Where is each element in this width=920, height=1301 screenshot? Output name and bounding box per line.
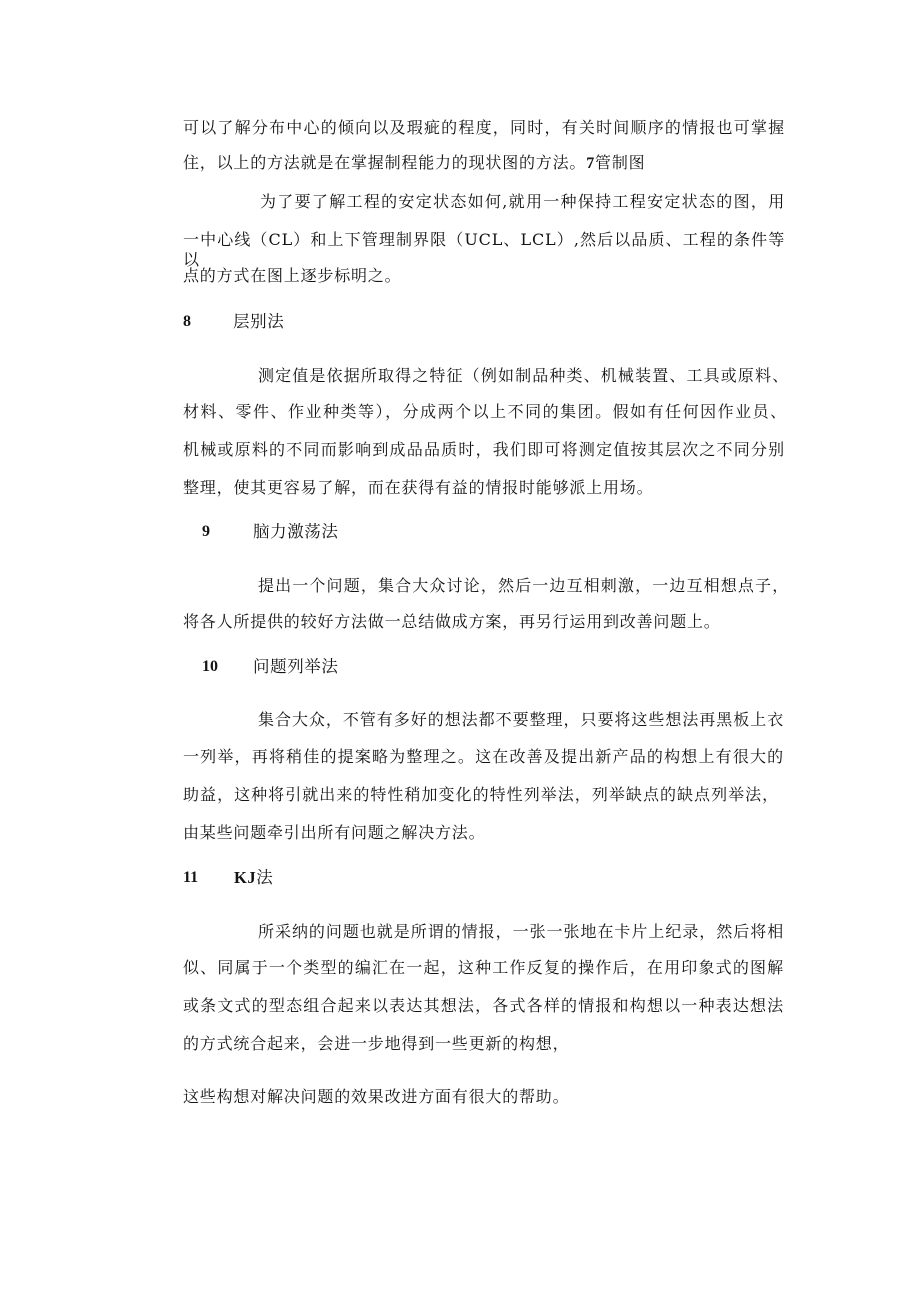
section-title: 问题列举法 [253,657,339,676]
paragraph-line: 机械或原料的不同而影响到成品品质时，我们即可将测定值按其层次之不同分别 [183,440,785,459]
paragraph-line: 点的方式在图上逐步标明之。 [183,266,402,285]
section-title [234,868,273,888]
paragraph-line [183,153,645,173]
paragraph-line: 似、同属于一个类型的编汇在一起，这种工作反复的操作后，在用印象式的图解 [183,958,784,977]
paragraph-line: 助益，这种将引就出来的特性稍加变化的特性列举法，列举缺点的缺点列举法， [183,785,779,804]
paragraph-line: 整理，使其更容易了解，而在获得有益的情报时能够派上用场。 [183,478,654,497]
section-title: 层别法 [233,312,285,331]
section-number: 9 [202,523,210,540]
paragraph-line: 的方式统合起来，会进一步地得到一些更新的构想， [183,1034,570,1053]
section-title: 脑力激荡法 [253,522,339,541]
paragraph-line: 集合大众，不管有多好的想法都不要整理，只要将这些想法再黑板上衣 [258,710,784,729]
paragraph-line: 或条文式的型态组合起来以表达其想法，各式各样的情报和构想以一种表达想法 [183,996,784,1015]
paragraph-line: 一中心线（CL）和上下管理制界限（UCL、LCL）,然后以品质、工程的条件等以 [183,230,785,269]
paragraph-line: 为了要了解工程的安定状态如何,就用一种保持工程安定状态的图，用 [260,192,785,211]
closing-line: 这些构想对解决问题的效果改进方面有很大的帮助。 [183,1087,570,1106]
section-title: 管制图 [595,153,646,172]
section-number: 10 [202,658,218,675]
section-title-text: 法 [256,868,274,887]
section-number: 7 [586,155,596,172]
section-number: 11 [183,869,199,886]
paragraph-line: 可以了解分布中心的倾向以及瑕疵的程度，同时，有关时间顺序的情报也可掌握 [183,118,785,137]
paragraph-text: 住，以上的方法就是在掌握制程能力的现状图的方法。 [183,153,587,172]
paragraph-line: 测定值是依据所取得之特征（例如制品种类、机械装置、工具或原料、 [258,366,789,385]
paragraph-line: 将各人所提供的较好方法做一总结做成方案，再另行运用到改善问题上。 [183,612,721,631]
section-title-prefix: KJ [234,868,257,887]
paragraph-line: 由某些问题牵引出所有问题之解决方法。 [183,823,486,842]
section-number: 8 [183,313,191,330]
paragraph-line: 材料、零件、作业种类等），分成两个以上不同的集团。假如有任何因作业员、 [183,402,787,421]
paragraph-line: 提出一个问题，集合大众讨论，然后一边互相刺激，一边互相想点子， [258,576,789,595]
paragraph-line: 所采纳的问题也就是所谓的情报，一张一张地在卡片上纪录，然后将相 [258,922,784,941]
paragraph-line: 一列举，再将稍佳的提案略为整理之。这在改善及提出新产品的构想上有很大的 [183,747,784,766]
